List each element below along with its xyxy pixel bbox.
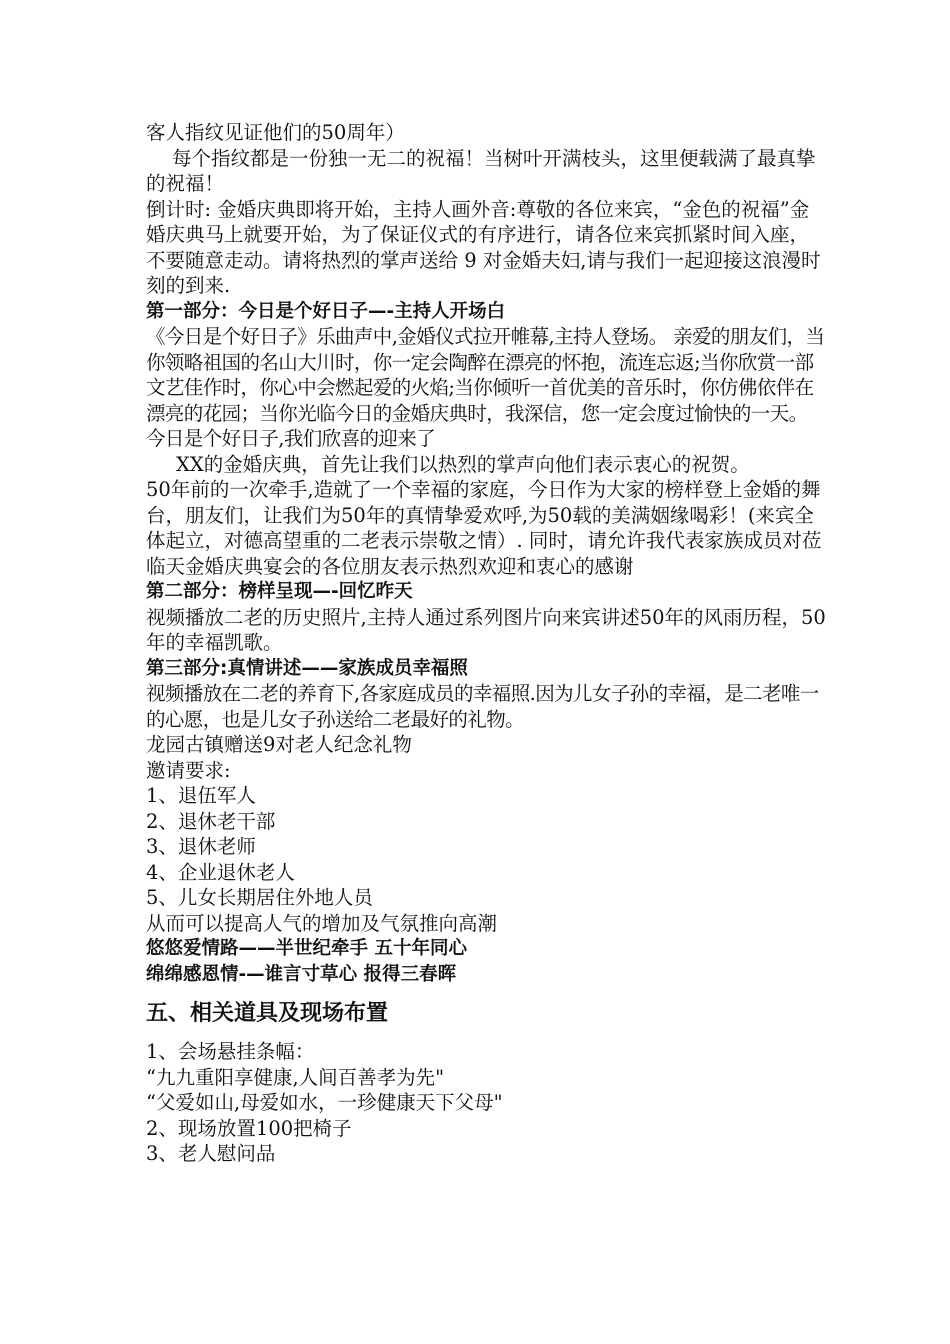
props-item-1: 1、会场悬挂条幅： (146, 1040, 315, 1063)
paragraph-invite-requirements: 邀请要求: (146, 758, 231, 782)
banner-text-1: “九九重阳享健康,人间百善孝为先" (146, 1065, 445, 1089)
paragraph-intro-tail: 客人指纹见证他们的50周年） (146, 121, 405, 144)
list-item-1: 1、退伍军人 (146, 784, 256, 807)
paragraph-atmosphere: 从而可以提高人气的增加及气氛推向高潮 (146, 911, 498, 935)
list-item-5: 5、儿女长期居住外地人员 (146, 886, 373, 909)
paragraph-fingerprint: 每个指纹都是一份独一无二的祝福！当树叶开满枝头，这里便载满了最真挚的祝福！ (146, 146, 816, 195)
section-heading-part-3: 第三部分:真情讲述——家族成员幸福照 (146, 657, 468, 679)
paragraph-countdown: 倒计时: 金婚庆典即将开始，主持人画外音:尊敬的各位来宾，“金色的祝福”金婚庆典马上就要开始，为了保证仪式的有序进行，请各位来宾抓紧时间入座，不要随意走动。请将热烈的掌声送给 9 对金婚夫妇,请与我们一起迎接这浪漫时刻的到来. (146, 197, 821, 297)
paragraph-gift: 龙园古镇赠送9对老人纪念礼物 (146, 733, 412, 756)
paragraph-video-photos: 视频播放二老的历史照片,主持人通过系列图片向来宾讲述50年的风雨历程，50年的幸福凯歌。 (146, 605, 826, 654)
list-item-4: 4、企业退休老人 (146, 860, 295, 884)
slogan-line-2: 绵绵感恩情-—谁言寸草心 报得三春晖 (146, 963, 457, 985)
paragraph-50-years: 50年前的一次牵手,造就了一个幸福的家庭，今日作为大家的榜样登上金婚的舞台，朋友们，让我们为50年的真情挚爱欢呼,为50载的美满姻缘喝彩！(来宾全体起立，对德高望重的二老表示崇敬之情）. 同时，请允许我代表家族成员对莅临天金婚庆典宴会的各位朋友表示热烈欢迎和衷心的感谢 (146, 478, 822, 578)
section-heading-part-1: 第一部分：今日是个好日子—-主持人开场白 (146, 300, 506, 322)
section-heading-props: 五、相关道具及现场布置 (146, 1001, 389, 1026)
slogan-line-1: 悠悠爱情路——半世纪牵手 五十年同心 (146, 938, 467, 959)
document-page (146, 120, 826, 1167)
props-item-2: 2、现场放置100把椅子 (146, 1116, 352, 1140)
props-item-3: 3、老人慰问品 (146, 1142, 276, 1165)
banner-text-2: “父爱如山,母爱如水，一珍健康天下父母" (146, 1091, 503, 1114)
paragraph-host-opening: 《今日是个好日子》乐曲声中,金婚仪式拉开帷幕,主持人登场。 亲爱的朋友们，当你领略祖国的名山大川时，你一定会陶醉在漂亮的怀抱，流连忘返;当你欣赏一部文艺佳作时，你心中会燃起爱的火焰;当你倾听一首优美的音乐时，你仿佛依伴在漂亮的花园；当你光临今日的金婚庆典时，我深信，您一定会度过愉快的一天。今日是个好日子,我们欣喜的迎来了 (146, 325, 825, 450)
paragraph-xx-celebration: XX的金婚庆典，首先让我们以热烈的掌声向他们表示衷心的祝贺。 (176, 452, 750, 476)
section-heading-part-2: 第二部分：榜样呈现—-回忆昨天 (146, 581, 413, 602)
list-item-3: 3、退休老师 (146, 835, 256, 858)
list-item-2: 2、退休老干部 (146, 809, 276, 833)
paragraph-family-photos: 视频播放在二老的养育下,各家庭成员的幸福照.因为儿女子孙的幸福，是二老唯一的心愿，也是儿女子孙送给二老最好的礼物。 (146, 682, 819, 731)
